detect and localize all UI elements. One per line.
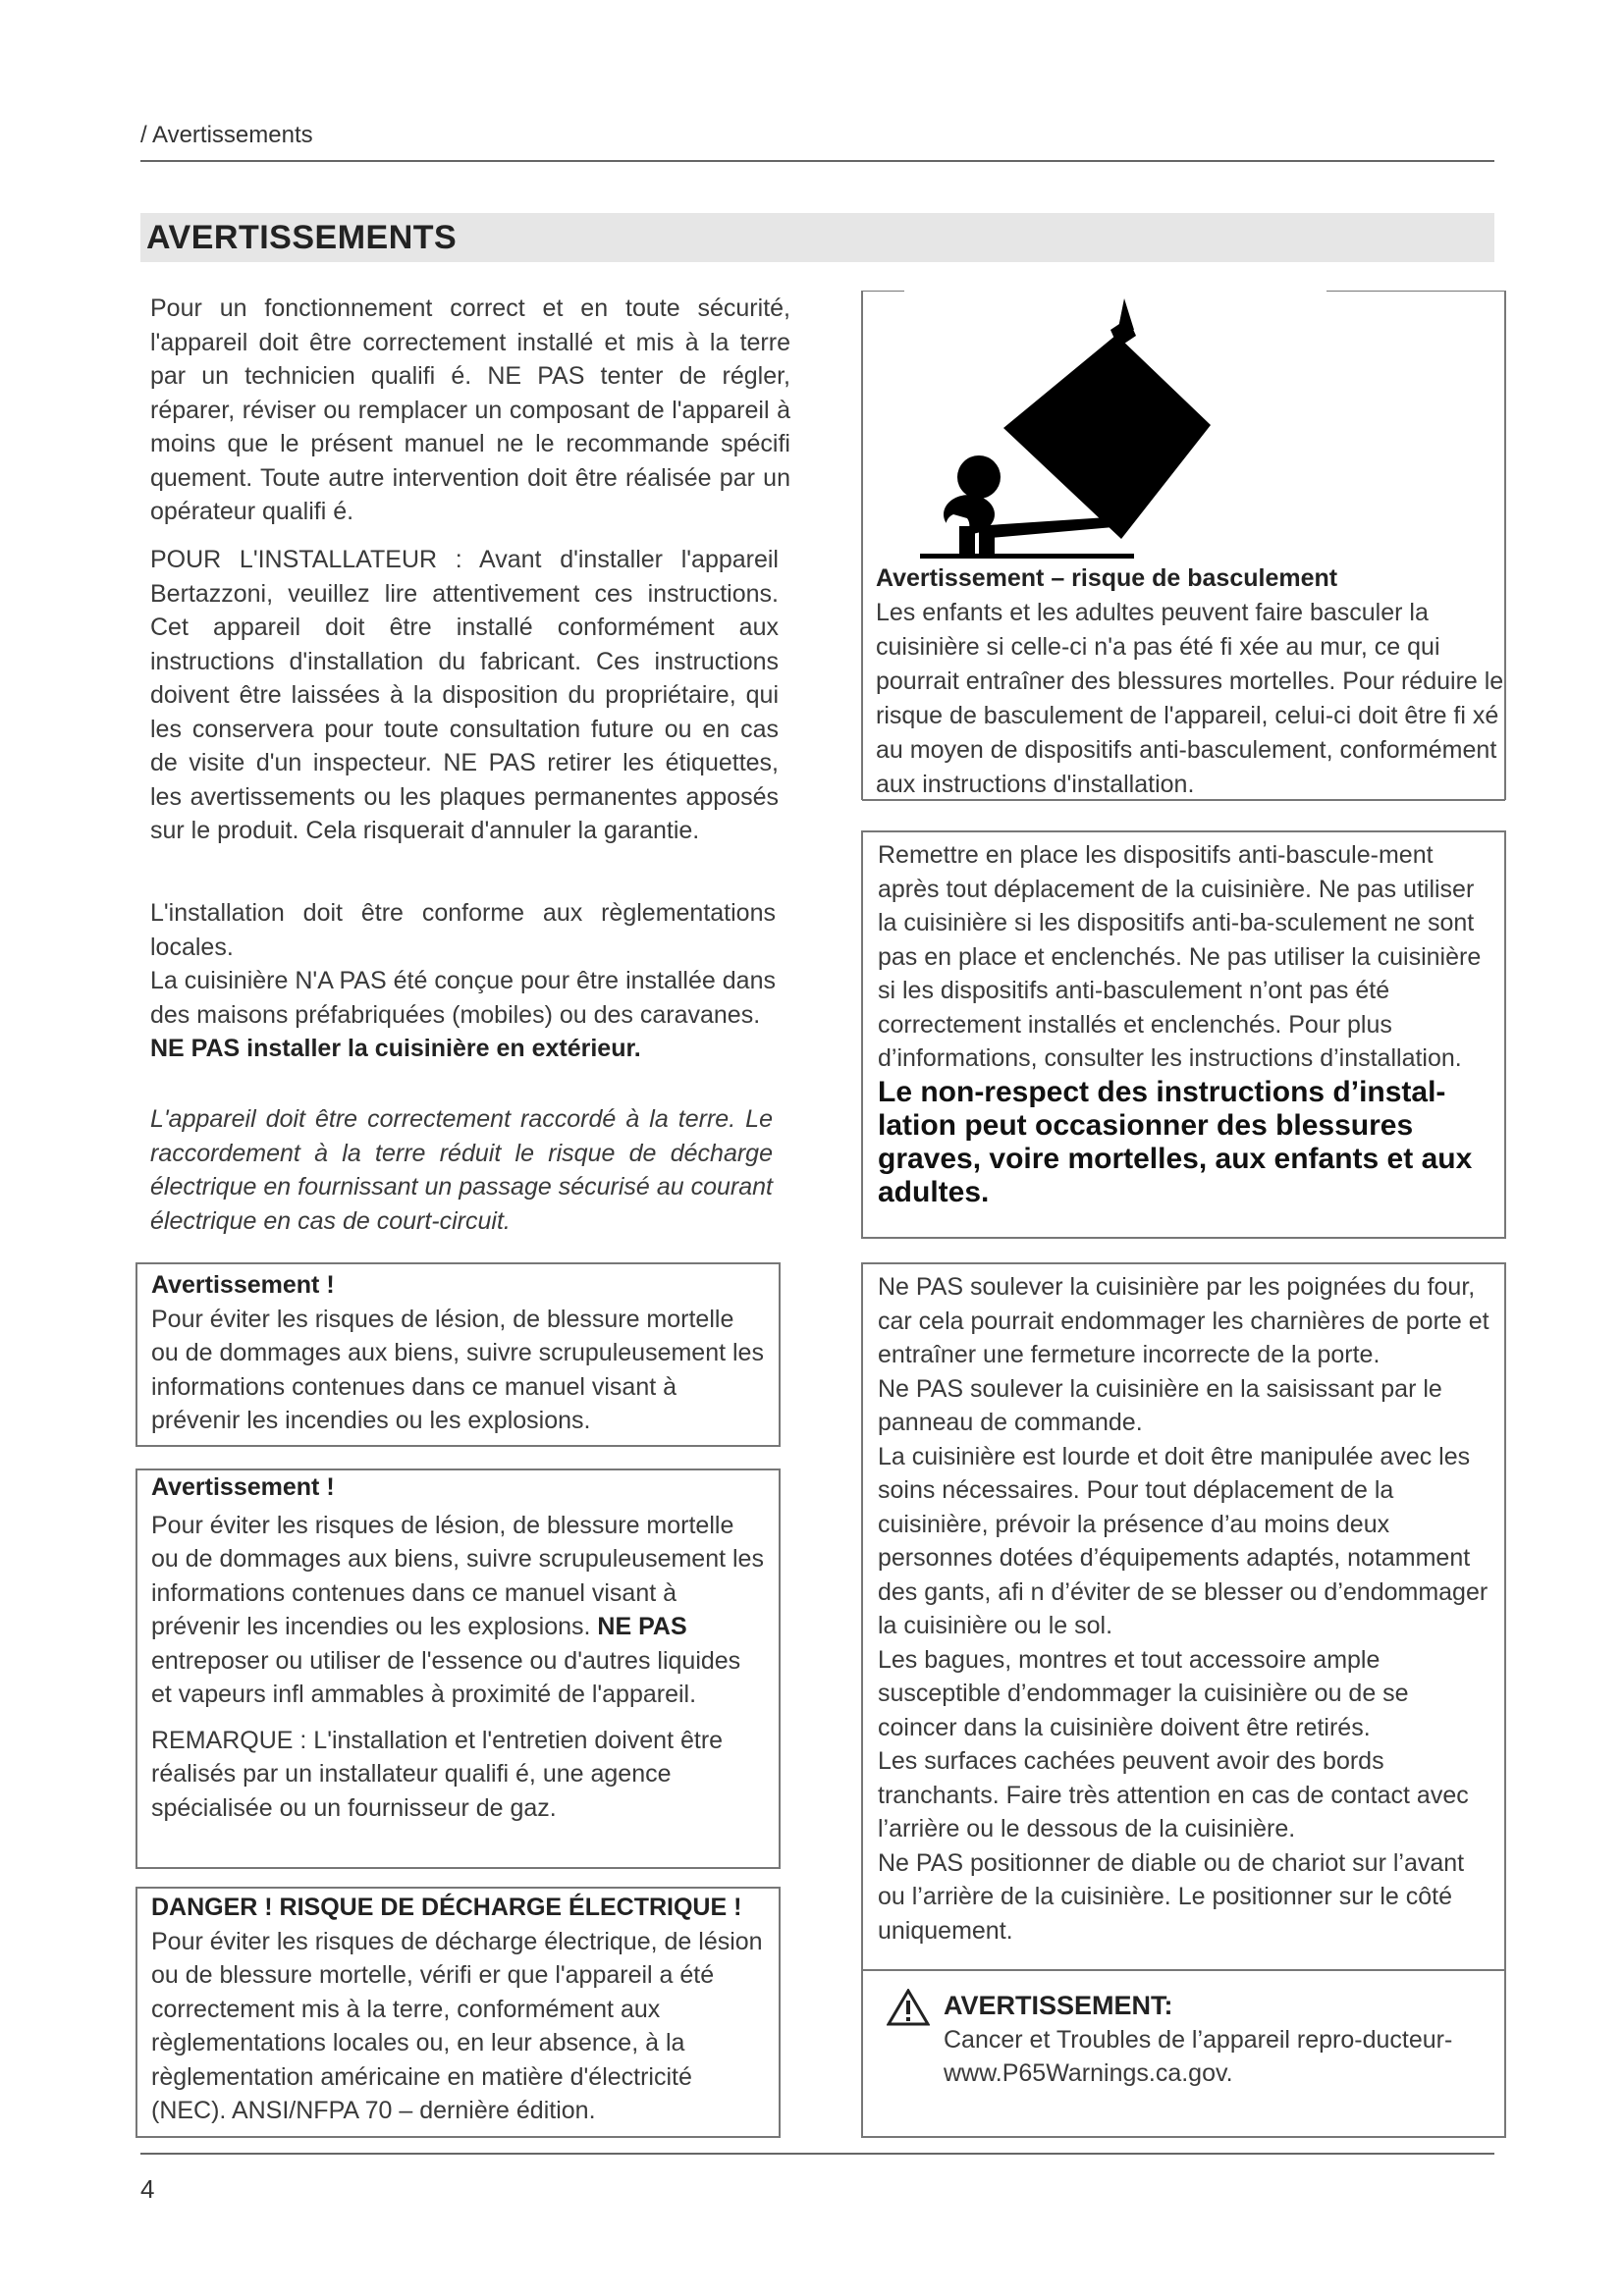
warning-box-title: Avertissement ! [151, 1271, 335, 1299]
intro-text: Pour un fonctionnement correct et en toute sécurité, l'appareil doit être correctement installé et mis à la terre par un technicien qualifi é. NE PAS tenter de régler, réparer, réviser ou remplacer un composant de l'appareil à moins que le présent manuel ne le recommande spécifi quement. Toute autre intervention doit être réalisée par un opérateur qualifi é. [150, 294, 790, 525]
installer-paragraph [150, 543, 779, 848]
danger-box-title: DANGER ! RISQUE DE DÉCHARGE ÉLECTRIQUE ! [151, 1894, 742, 1921]
warning-triangle-icon [887, 1989, 930, 2026]
tip-over-warning-title: Avertissement – risque de basculement [876, 564, 1338, 592]
anti-tip-bold-warning: Le non-respect des instructions d’instal-lation peut occasionner des blessures graves, voire mortelles, aux enfants et aux adultes. [878, 1075, 1473, 1208]
danger-box-text: Pour éviter les risques de décharge électrique, de lésion ou de blessure mortelle, vérifi er que l'appareil a été correctement mis à la terre, conformément aux règlementations locales ou, en leur absence, à la règlementation américaine en matière d'électricité (NEC). ANSI/NFPA 70 – dernière édition. [151, 1927, 763, 2124]
section-title-bar [140, 213, 1494, 262]
warning-box-text: Pour éviter les risques de lésion, de blessure mortelle ou de dommages aux biens, suivre scrupuleusement les informations contenues dans ce manuel visant à prévenir les incendies ou les explosions. NE PAS entreposer ou utiliser de l'essence ou d'autres liquides et vapeurs infl ammables à proximité de l'appareil. [151, 1511, 764, 1708]
installer-text: POUR L'INSTALLATEUR : Avant d'installer l'appareil Bertazzoni, veuillez lire attentivement ces instructions. Cet appareil doit être installé conformément aux instructions d'installation du fabricant. Ces instructions doivent être laissées à la disposition du propriétaire, qui les conservera pour toute consultation future ou en cas de visite d'un inspecteur. NE PAS retirer les étiquettes, les avertissements ou les plaques permanentes apposés sur le produit. Cela risquerait d'annuler la garantie. [150, 546, 779, 844]
lifting-panel-text: Ne PAS soulever la cuisinière en la saisissant par le panneau de commande. [878, 1374, 1442, 1436]
warning-box-title: Avertissement ! [151, 1473, 335, 1501]
warning-box-fire [135, 1262, 781, 1447]
jewelry-text: Les bagues, montres et tout accessoire ample susceptible d’endommager la cuisinière ou de se coincer dans la cuisinière doivent être retirés. [878, 1645, 1409, 1741]
breadcrumb: / Avertissements [140, 122, 313, 148]
prop65-title: AVERTISSEMENT: [944, 1991, 1173, 2020]
page-number: 4 [140, 2174, 155, 2204]
anti-tip-text: Remettre en place les dispositifs anti-bascule-ment après tout déplacement de la cuisinière. Ne pas utiliser la cuisinière si les dispositifs anti-ba-sculement ne sont pas en place et enclenchés. Ne pas utiliser la cuisinière si les dispositifs anti-basculement n’ont pas été correctement installés et enclenchés. Pour plus d’informations, consulter les instructions d’installation. [878, 841, 1482, 1072]
intro-paragraph [150, 292, 790, 529]
regulations-block [150, 896, 776, 1066]
anti-tip-devices-box [861, 830, 1506, 1239]
prop65-url: www.P65Warnings.ca.gov. [944, 2059, 1233, 2087]
dolly-text: Ne PAS positionner de diable ou de chariot sur l’avant ou l’arrière de la cuisinière. Le positionner sur le côté uniquement. [878, 1848, 1465, 1945]
lifting-handling-box [861, 1262, 1506, 1971]
grounding-paragraph [150, 1102, 773, 1238]
installation-note-text: REMARQUE : L'installation et l'entretien doivent être réalisés par un installateur qualifi é, une agence spécialisée ou un fournisseur de gaz. [151, 1726, 724, 1822]
page-title: AVERTISSEMENTS [146, 219, 458, 256]
warning-box-text: Pour éviter les risques de lésion, de blessure mortelle ou de dommages aux biens, suivre scrupuleusement les informations contenues dans ce manuel visant à prévenir les incendies ou les explosions. [151, 1305, 764, 1434]
warning-box-flammables [135, 1468, 781, 1869]
tip-over-warning-text: Les enfants et les adultes peuvent faire basculer la cuisinière si celle-ci n'a pas été fi xée au mur, ce qui pourrait entraîner des blessures mortelles. Pour réduire le risque de basculement de l'appareil, celui-ci doit être fi xé au moyen de dispositifs anti-basculement, conformément aux instructions d'installation. [876, 599, 1504, 798]
lifting-instructions [878, 1270, 1492, 1948]
header-divider [140, 160, 1494, 162]
prop65-warning-box [861, 1969, 1506, 2138]
mobile-homes-text: La cuisinière N'A PAS été conçue pour être installée dans des maisons préfabriquées (mobiles) ou des caravanes. [150, 967, 776, 1029]
footer-divider [140, 2153, 1494, 2155]
tip-over-warning-box [861, 291, 1506, 801]
prop65-text-block [944, 1989, 1493, 2091]
tip-over-warning-text-block [876, 561, 1504, 802]
outdoor-warning-text: NE PAS installer la cuisinière en extérieur. [150, 1035, 641, 1062]
danger-electric-box [135, 1887, 781, 2138]
lifting-handles-text: Ne PAS soulever la cuisinière par les poignées du four, car cela pourrait endommager les charnières de porte et entraîner une fermeture incorrecte de la porte. [878, 1273, 1489, 1368]
heavy-range-text: La cuisinière est lourde et doit être manipulée avec les soins nécessaires. Pour tout déplacement de la cuisinière, prévoir la présence d’au moins deux personnes dotées d’équipements adaptés, notamment des gants, afi n d’éviter de se blesser ou d’endommager la cuisinière ou le sol. [878, 1442, 1489, 1639]
grounding-text: L'appareil doit être correctement raccordé à la terre. Le raccordement à la terre réduit le risque de décharge électrique en fournissant un passage sécurisé au courant électrique en cas de court-circuit. [150, 1105, 773, 1235]
tip-over-hazard-icon [900, 291, 1411, 561]
prop65-text: Cancer et Troubles de l’appareil repro-ducteur- [944, 2025, 1453, 2054]
sharp-edges-text: Les surfaces cachées peuvent avoir des bords tranchants. Faire très attention en cas de contact avec l’arrière ou le dessous de la cuisinière. [878, 1747, 1469, 1842]
regulations-text: L'installation doit être conforme aux règlementations locales. [150, 899, 776, 961]
